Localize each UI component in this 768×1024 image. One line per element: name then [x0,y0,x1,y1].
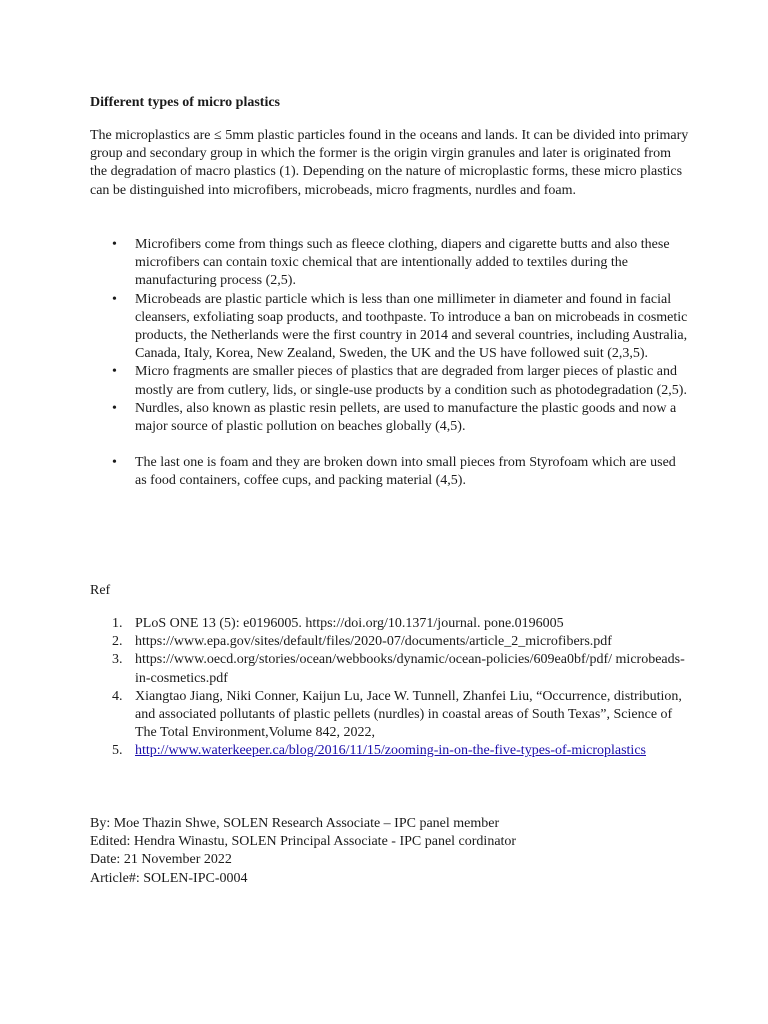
reference-item [90,688,690,743]
list-item-foam: • The last one is foam and they are broken down into small pieces from Styrofoam which are used as food containers, coffee cups, and packing material (4,5). [90,454,690,490]
reference-number: 5. [112,743,123,759]
reference-number: 2. [112,634,123,650]
list-item-microfibers: • Microfibers come from things such as fleece clothing, diapers and cigarette butts and also these microfibers can contain toxic chemical that are intentionally added to textiles during the manufacturing process (2,5). [90,236,690,291]
editor-line: Edited: Hendra Winastu, SOLEN Principal Associate - IPC panel cordinator [90,834,517,850]
list-item-nurdles: • Nurdles, also known as plastic resin pellets, are used to manufacture the plastic goods and now a major source of plastic pollution on beaches globally (4,5). [90,400,690,436]
reference-item [90,742,690,760]
reference-number: 4. [112,688,123,704]
reference-text: https://www.epa.gov/sites/default/files/2020-07/documents/article_2_microfibers.pdf [135,634,612,650]
list-item-micro-fragments: • Micro fragments are smaller pieces of plastics that are degraded from larger pieces of plastic and mostly are from cutlery, lids, or single-use products by a condition such as photodegradation (2,5). [90,363,690,399]
reference-text: https://www.oecd.org/stories/ocean/webbooks/dynamic/ocean-policies/609ea0bf/pdf/ microbeads-in-cosmetics.pdf [135,652,685,686]
reference-link[interactable]: http://www.waterkeeper.ca/blog/2016/11/15/zooming-in-on-the-five-types-of-microplastics [135,743,646,759]
reference-item [90,615,690,633]
references-list [90,615,690,761]
references-heading: Ref [90,583,111,598]
reference-text: Xiangtao Jiang, Niki Conner, Kaijun Lu, Jace W. Tunnell, Zhanfei Liu, “Occurrence, distribution, and associated pollutants of plastic pellets (nurdles) in coastal areas of South Texas”, Science of The Total Environment,Volume 842, 2022, [135,688,682,741]
reference-number: 3. [112,652,123,668]
reference-item [90,633,690,651]
author-line: By: Moe Thazin Shwe, SOLEN Research Associate – IPC panel member [90,816,500,831]
list-item-microbeads: • Microbeads are plastic particle which is less than one millimeter in diameter and found in facial cleansers, exfoliating soap products, and toothpaste. To introduce a ban on microbeads in cosmetic products, the Netherlands were the first country in 2014 and several countries, including Australia, Canada, Italy, Korea, New Zealand, Sweden, the UK and the US have followed suit (2,3,5). [90,291,690,364]
reference-item [90,651,690,687]
date-line: Date: 21 November 2022 [90,852,232,868]
article-number-line: Article#: SOLEN-IPC-0004 [90,870,248,886]
article-footer [90,815,690,888]
intro-paragraph: The microplastics are ≤ 5mm plastic particles found in the oceans and lands. It can be divided into primary group and secondary group in which the former is the origin virgin granules and later is originated from the degradation of macro plastics (1). Depending on the nature of microplastic forms, these micro plastics can be distinguished into microfibers, microbeads, micro fragments, nurdles and foam. [90,128,689,198]
microplastic-types-list [90,236,690,491]
reference-number: 1. [112,616,123,631]
page-title: Different types of micro plastics [90,95,280,110]
reference-text: PLoS ONE 13 (5): e0196005. https://doi.org/10.1371/journal. pone.0196005 [135,616,564,631]
